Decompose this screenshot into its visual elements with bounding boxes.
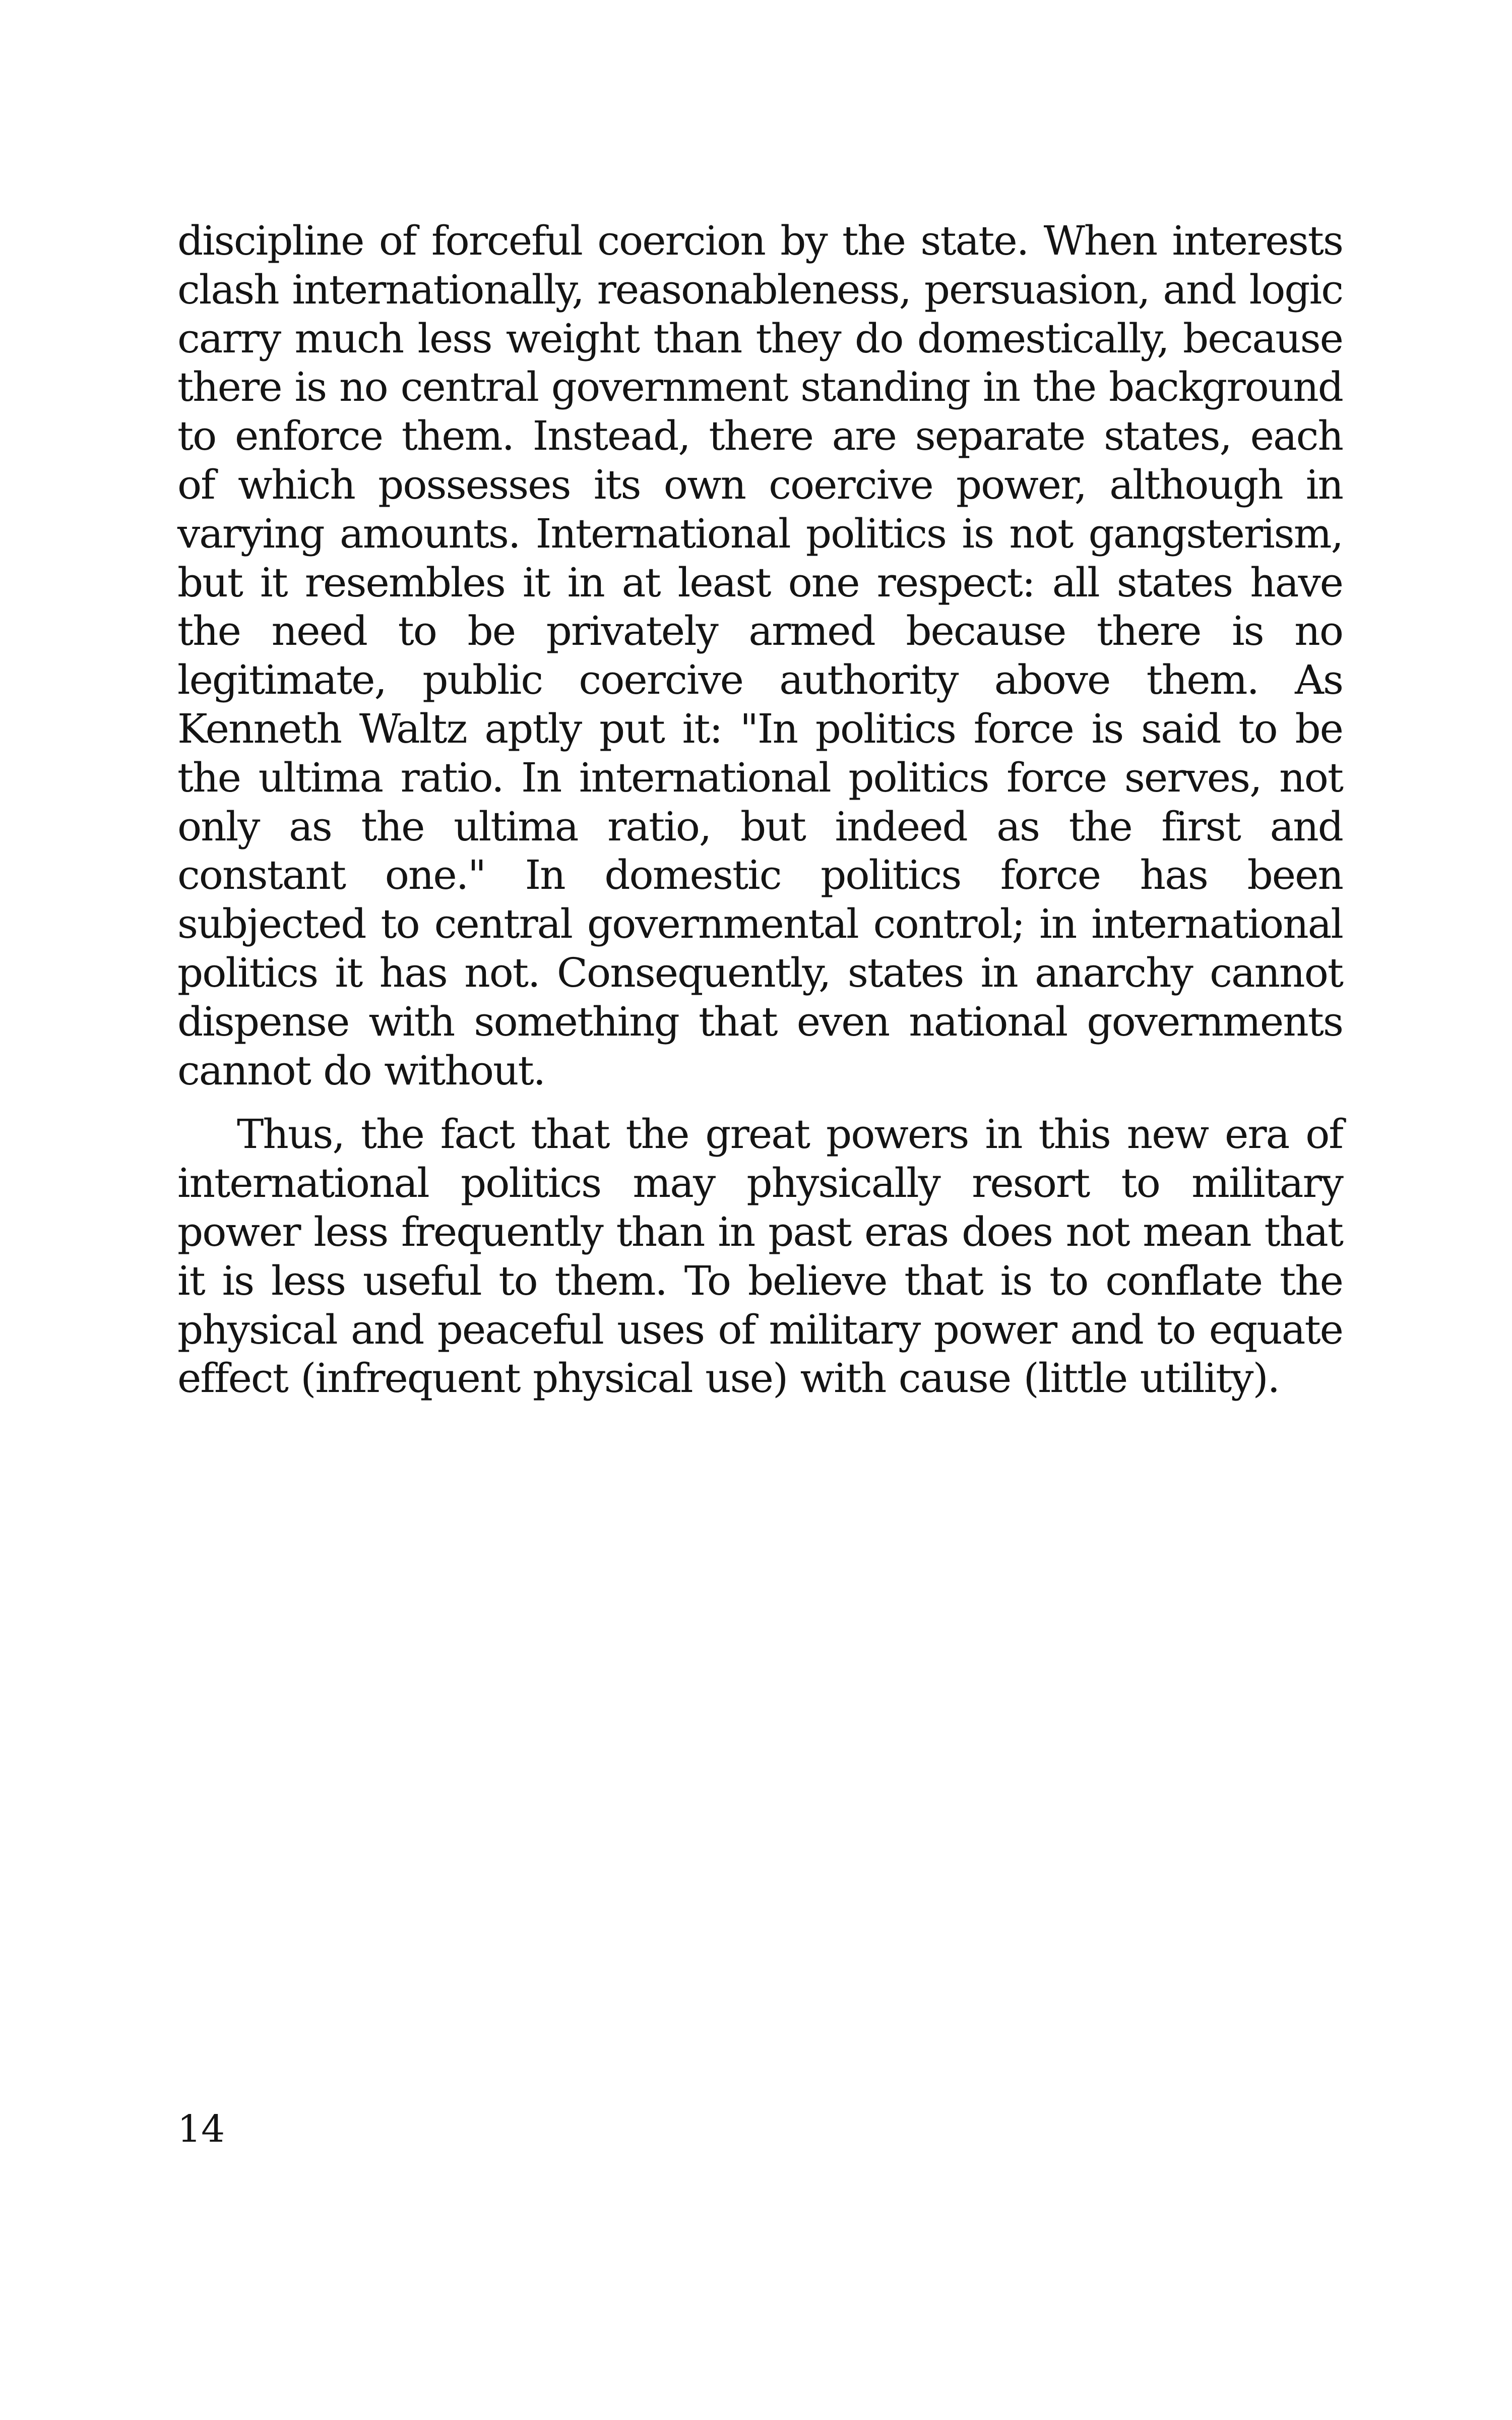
paragraph-continued: discipline of forceful coercion by the state. When interests clash internationally, reasonableness, persuasion, and logic carry much less weight than they do domestically, because there is no central government standing in the background to enforce them. Instead, there are separate states, each of which possesses its own coercive power, although in varying amounts. International politics is not gangsterism, but it resembles it in at least one respect: all states have the need to be privately armed because there is no legitimate, public coercive authority above them. As Kenneth Waltz aptly put it: "In politics force is said to be the ultima ratio. In international politics force serves, not only as the ultima ratio, but indeed as the first and constant one." In domestic politics force has been subjected to central governmental control; in international politics it has not. Consequently, states in anarchy cannot dispense with something that even national governments cannot do without. xyxy=(177,217,1343,1094)
paragraph-thus: Thus, the fact that the great powers in this new era of international politics may physically resort to military power less frequently than in past eras does not mean that it is less useful to them. To believe that is to conflate the physical and peaceful uses of military power and to equate effect (infrequent physical use) with cause (little utility). xyxy=(177,1111,1343,1402)
body-text xyxy=(177,217,1343,1403)
page-number: 14 xyxy=(177,2107,225,2151)
